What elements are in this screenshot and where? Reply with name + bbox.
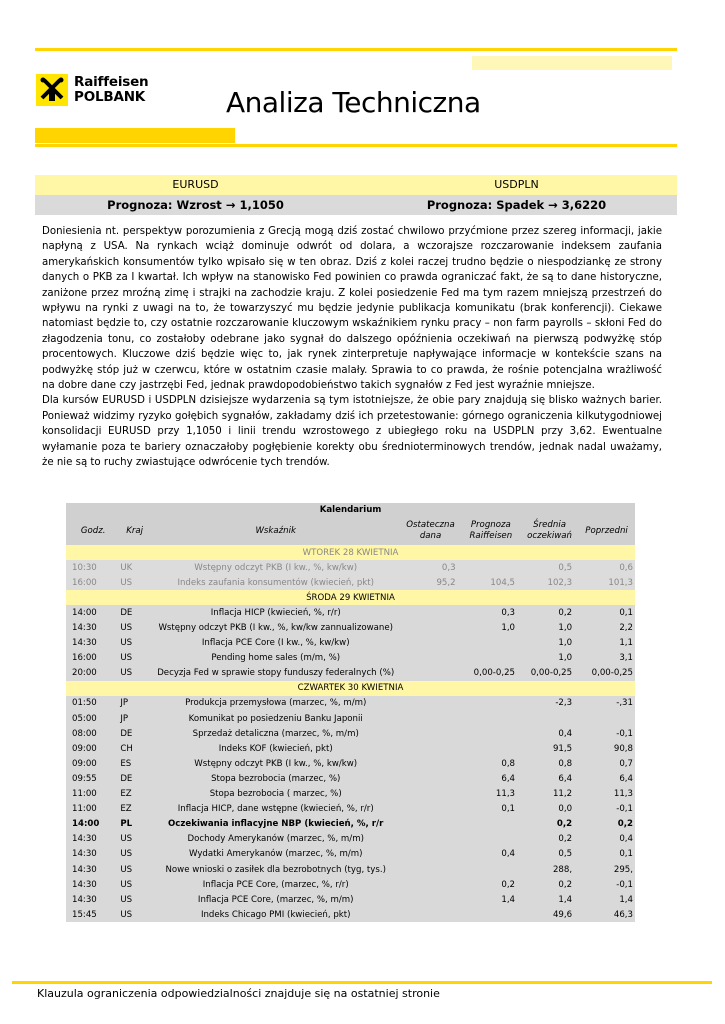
cell-time: 14:30 [66,877,116,892]
cell-indicator: Inflacja PCE Core (I kw., %, kw/kw) [151,636,401,651]
cell-final [400,651,460,666]
analysis-paragraph: Dla kursów EURUSD i USDPLN dzisiejsze wydarzenia są tym istotniejsze, że obie pary znajdują się blisko ważnych barier. Ponieważ widzimy ryzyko gołębich sygnałów, zakładamy dziś ich przetestowanie: górnego ograniczenia kilkutygodniowej konsolidacji EURUSD przy 1,1050 i linii trendu wzrostowego z ubiegłego roku na USDPLN przy 3,62. Ewentualne wyłamanie poza te bariery oznaczałoby pogłębienie korekty obu średnioterminowych trendów, jednak nadal uważamy, że nie są to ruchy zwiastujące odwrócenie tych trendów. [42,395,662,469]
cell-time: 14:30 [66,847,116,862]
forecast-pairs-row [35,175,677,195]
cell-indicator: Stopa bezrobocia (marzec, %) [151,771,401,786]
calendar-day-header [66,590,635,605]
cell-consensus: 0,2 [521,817,578,832]
cell-time: 14:30 [66,636,116,651]
cell-time: 14:30 [66,620,116,635]
cell-consensus: 91,5 [521,741,578,756]
cell-country: ES [116,756,151,771]
cell-indicator: Inflacja HICP, dane wstępne (kwiecień, %, r/r) [151,802,401,817]
cell-country: US [116,892,151,907]
cell-previous: 0,2 [578,817,635,832]
cell-forecast: 11,3 [461,787,521,802]
cell-previous: -0,1 [578,802,635,817]
column-header-forecast: Prognoza Raiffeisen [461,517,521,545]
cell-consensus: 0,5 [521,560,578,575]
cell-country: US [116,636,151,651]
cell-time: 16:00 [66,575,116,590]
cell-previous: 11,3 [578,787,635,802]
cell-previous: 90,8 [578,741,635,756]
cell-indicator: Stopa bezrobocia ( marzec, %) [151,787,401,802]
cell-forecast [461,560,521,575]
cell-previous: 1,4 [578,892,635,907]
cell-country: EZ [116,787,151,802]
cell-final [400,636,460,651]
cell-forecast [461,636,521,651]
cell-previous: 0,4 [578,832,635,847]
cell-consensus: 288, [521,862,578,877]
calendar-day-label: ŚRODA 29 KWIETNIA [66,590,635,605]
cell-time: 15:45 [66,907,116,922]
forecast-prediction-usdpln: Prognoza: Spadek → 3,6220 [426,198,607,212]
cell-previous: 2,2 [578,620,635,635]
raiffeisen-logo-icon [36,74,68,106]
cell-indicator: Pending home sales (m/m, %) [151,651,401,666]
cell-final [400,666,460,681]
cell-forecast: 0,4 [461,847,521,862]
cell-previous: 3,1 [578,651,635,666]
cell-country: DE [116,726,151,741]
cell-country: UK [116,560,151,575]
cell-previous: 101,3 [578,575,635,590]
cell-forecast: 0,1 [461,802,521,817]
cell-indicator: Inflacja PCE Core, (marzec, %, m/m) [151,892,401,907]
cell-indicator: Komunikat po posiedzeniu Banku Japonii [151,711,401,726]
cell-consensus [521,711,578,726]
cell-forecast: 0,00-0,25 [461,666,521,681]
table-row [66,847,635,862]
title-underline [35,144,677,147]
cell-final [400,787,460,802]
table-row [66,832,635,847]
cell-time: 01:50 [66,696,116,711]
cell-consensus: 49,6 [521,907,578,922]
cell-final [400,907,460,922]
cell-forecast [461,862,521,877]
table-row [66,862,635,877]
cell-final [400,892,460,907]
calendar-day-header [66,545,635,560]
calendar-title: Kalendarium [66,503,635,517]
title-accent-bar [35,128,235,143]
cell-consensus: 0,2 [521,605,578,620]
cell-indicator: Indeks Chicago PMI (kwiecień, pkt) [151,907,401,922]
forecast-pair-usdpln: USDPLN [494,178,539,191]
column-header-consensus: Średnia oczekiwań [521,517,578,545]
cell-consensus: 0,2 [521,877,578,892]
cell-forecast [461,817,521,832]
cell-time: 14:00 [66,817,116,832]
cell-previous: 0,7 [578,756,635,771]
cell-time: 09:00 [66,741,116,756]
cell-time: 14:30 [66,862,116,877]
cell-indicator: Wstępny odczyt PKB (I kw., %, kw/kw) [151,756,401,771]
forecast-predictions-row [35,195,677,215]
cell-final [400,862,460,877]
footer-disclaimer: Klauzula ograniczenia odpowiedzialności znajduje się na ostatniej stronie [37,987,440,1000]
cell-time: 09:00 [66,756,116,771]
cell-country: JP [116,711,151,726]
cell-consensus: 1,0 [521,620,578,635]
table-row [66,892,635,907]
cell-time: 20:00 [66,666,116,681]
table-row [66,726,635,741]
cell-final [400,832,460,847]
cell-final: 95,2 [400,575,460,590]
calendar-header-row [66,517,635,545]
calendar-day-label: CZWARTEK 30 KWIETNIA [66,681,635,696]
cell-consensus: 0,00-0,25 [521,666,578,681]
cell-time: 11:00 [66,802,116,817]
analysis-text [42,224,662,471]
table-row [66,817,635,832]
column-header-indicator: Wskaźnik [151,517,401,545]
cell-consensus: 6,4 [521,771,578,786]
calendar-day-header [66,681,635,696]
cell-forecast [461,907,521,922]
cell-forecast [461,696,521,711]
cell-forecast: 0,3 [461,605,521,620]
cell-time: 05:00 [66,711,116,726]
cell-consensus: 1,0 [521,636,578,651]
cell-country: US [116,666,151,681]
logo-text-polbank: POLBANK [74,89,146,105]
cell-consensus: 0,0 [521,802,578,817]
cell-time: 14:30 [66,892,116,907]
cell-final [400,802,460,817]
cell-consensus: 0,2 [521,832,578,847]
calendar-day-label: WTOREK 28 KWIETNIA [66,545,635,560]
cell-previous: -,31 [578,696,635,711]
cell-consensus: 0,5 [521,847,578,862]
cell-country: US [116,832,151,847]
cell-final [400,771,460,786]
column-header-final: Ostateczna dana [400,517,460,545]
cell-country: US [116,847,151,862]
cell-indicator: Indeks KOF (kwiecień, pkt) [151,741,401,756]
cell-forecast [461,651,521,666]
cell-indicator: Decyzja Fed w sprawie stopy funduszy federalnych (%) [151,666,401,681]
cell-indicator: Nowe wnioski o zasiłek dla bezrobotnych (tyg, tys.) [151,862,401,877]
cell-forecast: 1,4 [461,892,521,907]
cell-final [400,726,460,741]
cell-previous: 0,1 [578,605,635,620]
cell-time: 16:00 [66,651,116,666]
cell-forecast [461,832,521,847]
forecast-pair-eurusd: EURUSD [172,178,219,191]
cell-indicator: Oczekiwania inflacyjne NBP (kwiecień, %, r/r [151,817,401,832]
table-row [66,636,635,651]
cell-country: DE [116,605,151,620]
cell-previous: -0,1 [578,726,635,741]
cell-previous: 46,3 [578,907,635,922]
page-title: Analiza Techniczna [226,86,481,119]
cell-final [400,620,460,635]
table-row [66,787,635,802]
cell-indicator: Sprzedaż detaliczna (marzec, %, m/m) [151,726,401,741]
cell-country: US [116,620,151,635]
forecast-box [35,175,677,215]
cell-final [400,741,460,756]
cell-country: US [116,651,151,666]
cell-time: 14:00 [66,605,116,620]
cell-previous: 0,1 [578,847,635,862]
logo-text-raiffeisen: Raiffeisen [74,74,149,90]
raiffeisen-logo [36,74,161,106]
cell-country: US [116,862,151,877]
cell-country: US [116,877,151,892]
cell-time: 09:55 [66,771,116,786]
cell-time: 10:30 [66,560,116,575]
cell-forecast [461,741,521,756]
cell-country: CH [116,741,151,756]
cell-final [400,877,460,892]
table-row [66,741,635,756]
table-row [66,575,635,590]
column-header-time: Godz. [66,517,116,545]
table-row [66,620,635,635]
footer-line [12,981,712,984]
table-row [66,907,635,922]
cell-country: US [116,575,151,590]
table-row [66,756,635,771]
table-row [66,771,635,786]
column-header-previous: Poprzedni [578,517,635,545]
cell-forecast: 0,8 [461,756,521,771]
cell-previous: 295, [578,862,635,877]
cell-forecast [461,726,521,741]
cell-final [400,711,460,726]
cell-country: PL [116,817,151,832]
cell-indicator: Indeks zaufania konsumentów (kwiecień, pkt) [151,575,401,590]
table-row [66,802,635,817]
header-accent-bar [472,56,672,70]
cell-forecast: 1,0 [461,620,521,635]
table-row [66,711,635,726]
cell-indicator: Inflacja HICP (kwiecień, %, r/r) [151,605,401,620]
cell-country: DE [116,771,151,786]
cell-country: EZ [116,802,151,817]
table-row [66,651,635,666]
cell-time: 08:00 [66,726,116,741]
cell-indicator: Dochody Amerykanów (marzec, %, m/m) [151,832,401,847]
cell-consensus: 1,0 [521,651,578,666]
cell-time: 14:30 [66,832,116,847]
cell-consensus: 1,4 [521,892,578,907]
cell-previous [578,711,635,726]
cell-indicator: Wstępny odczyt PKB (I kw., %, kw/kw) [151,560,401,575]
table-row [66,696,635,711]
cell-country: US [116,907,151,922]
cell-previous: 6,4 [578,771,635,786]
forecast-prediction-eurusd: Prognoza: Wzrost → 1,1050 [107,198,284,212]
cell-previous: 0,00-0,25 [578,666,635,681]
cell-final [400,847,460,862]
cell-forecast [461,711,521,726]
cell-forecast: 6,4 [461,771,521,786]
cell-consensus: 102,3 [521,575,578,590]
cell-previous: 0,6 [578,560,635,575]
cell-country: JP [116,696,151,711]
cell-final [400,817,460,832]
cell-consensus: 11,2 [521,787,578,802]
analysis-paragraph: Doniesienia nt. perspektyw porozumienia z Grecją mogą dziś zostać chwilowo przyćmione przez szereg informacji, jakie napłyną z USA. Na rynkach wciąż dominuje odwrót od dolara, a wczorajsze rozczarowanie indeksem zaufania amerykańskich konsumentów tylko wpisało się w ten obraz. Dziś z kolei raczej trudno będzie o niespodziankę ze strony danych o PKB za I kwartał. Ich wpływ na stanowisko Fed powinien co prawda ograniczać fakt, że są to dane historyczne, zaniżone przez mroźną zimę i strajki na zachodzie kraju. Z kolei posiedzenie Fed ma tym razem mniejszą przestrzeń do wpływu na rynki z uwagi na to, że towarzyszyć mu będzie jedynie publikacja komunikatu (brak konferencji). Ciekawe natomiast będzie to, czy ostatnie rozczarowanie kluczowym wskaźnikiem rynku pracy – non farm payrolls – skłoni Fed do złagodzenia tonu, co zostałoby odebrane jako sygnał do dalszego opóźnienia oczekiwań na pierwszą podwyżkę stóp procentowych. Kluczowe dziś będzie więc to, jak rynek zinterpretuje napływające informacje w kontekście szans na podwyżkę stóp już w czerwcu, które w ostatnim czasie malały. Sprawia to co prawda, że rośnie potencjalna wrażliwość na dobre dane czy jastrzębi Fed, jednak prawdopodobieństwo takich sygnałów z Fed jest wyraźnie mniejsze. [42,226,662,392]
cell-previous: -0,1 [578,877,635,892]
cell-consensus: 0,4 [521,726,578,741]
calendar-title-row [66,503,635,517]
cell-indicator: Produkcja przemysłowa (marzec, %, m/m) [151,696,401,711]
cell-final [400,696,460,711]
table-row [66,560,635,575]
cell-forecast: 104,5 [461,575,521,590]
table-row [66,666,635,681]
cell-consensus: -2,3 [521,696,578,711]
column-header-country: Kraj [116,517,151,545]
table-row [66,877,635,892]
cell-indicator: Inflacja PCE Core, (marzec, %, r/r) [151,877,401,892]
cell-previous: 1,1 [578,636,635,651]
cell-final [400,756,460,771]
cell-final [400,605,460,620]
calendar-table [66,503,635,922]
cell-time: 11:00 [66,787,116,802]
table-row [66,605,635,620]
cell-forecast: 0,2 [461,877,521,892]
cell-final: 0,3 [400,560,460,575]
header-top-line [35,48,677,51]
cell-indicator: Wstępny odczyt PKB (I kw., %, kw/kw zannualizowane) [151,620,401,635]
cell-consensus: 0,8 [521,756,578,771]
cell-indicator: Wydatki Amerykanów (marzec, %, m/m) [151,847,401,862]
